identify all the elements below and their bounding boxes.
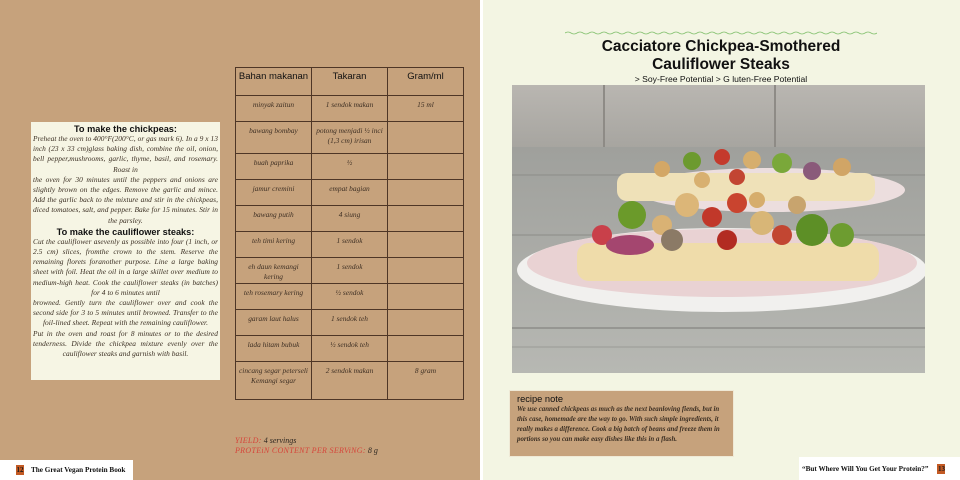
recipe-photo bbox=[512, 85, 925, 373]
right-footer bbox=[799, 457, 960, 480]
cell-measure: 1 sendok bbox=[312, 258, 388, 284]
chickpeas-heading: To make the chickpeas: bbox=[74, 124, 177, 134]
page-number-left: 12 bbox=[16, 466, 24, 474]
cell-ingredient: minyak zaitun bbox=[236, 96, 312, 122]
left-footer bbox=[0, 460, 133, 480]
cauliflower-text-3: Put in the oven and roast for 8 minutes or to the desired tenderness. Divide the chickpea mixture evenly over the cauliflower steaks and garnish with basil. bbox=[33, 328, 218, 359]
recipe-title-line-1: Cacciatore Chickpea-Smothered bbox=[601, 38, 841, 55]
cell-ingredient: buah paprika bbox=[236, 154, 312, 180]
cell-measure: 1 sendok makan bbox=[312, 96, 388, 122]
cell-gram bbox=[388, 336, 464, 362]
table-row bbox=[236, 336, 464, 362]
table-header-row bbox=[236, 68, 464, 96]
yield-value: 4 servings bbox=[261, 436, 297, 445]
header-measure: Takaran bbox=[312, 68, 388, 96]
table-row bbox=[236, 180, 464, 206]
book-title: The Great Vegan Protein Book bbox=[31, 466, 126, 474]
ingredients-table bbox=[235, 67, 464, 400]
recipe-subtitle: > Soy-Free Potential > G luten-Free Potential bbox=[634, 74, 808, 84]
page-number-right: 13 bbox=[937, 464, 945, 473]
cell-gram bbox=[388, 232, 464, 258]
chapter-title: “But Where Will You Get Your Protein?” bbox=[802, 464, 929, 473]
protein-label: PROTEiN CONTENT PER SERViNG: bbox=[235, 446, 366, 455]
recipe-note-heading: recipe note bbox=[517, 394, 563, 404]
cell-measure: ½ sendok teh bbox=[312, 336, 388, 362]
recipe-note-text: We use canned chickpeas as much as the next beanloving fiends, but in this case, homemade are the way to go. With such simple ingredients, it really makes a difference. Cook a big batch of beans and freeze them in portions so you can make easy dishes like this in a flash. bbox=[517, 406, 720, 443]
cauliflower-text-1: Cut the cauliflower asevenly as possible into four (1 inch, or 2.5 cm) slices, fromthe crown to the stem. Reserve the remaining florets foranother purpose. Line a large baking sheet with foil. Heat the oil in a large skillet over medium to medium-high heat. Cook the cauliflower steaks (in batches) for 4 to 6 minutes until bbox=[33, 236, 218, 297]
cell-measure: empat bagian bbox=[312, 180, 388, 206]
cell-gram bbox=[388, 284, 464, 310]
cell-measure: ½ sendok bbox=[312, 284, 388, 310]
method-box bbox=[31, 122, 220, 380]
header-ingredient: Bahan makanan bbox=[236, 68, 312, 96]
food-photo-illustration bbox=[512, 85, 925, 373]
yield-line bbox=[235, 436, 378, 446]
table-row bbox=[236, 258, 464, 284]
chickpeas-text-1: Preheat the oven to 400°F(200°C, or gas mark 6). In a 9 x 13 inch (23 x 33 cm)glass baking dish, combine the oil, onion, bell pepper,mushrooms, garlic, thyme, basil, and rosemary. Roast in bbox=[33, 134, 218, 174]
cell-ingredient: bawang bombay bbox=[236, 122, 312, 154]
cell-gram bbox=[388, 310, 464, 336]
chickpeas-text-2: the oven for 30 minutes until the peppers and onions are slightly brown on the edges. Remove the garlic and mince. Add the garlic back to the mixture and stir in the chickpeas, diced tomatoes, salt, and pepper. Bake for 15 minutes. Stir in the parsley. bbox=[33, 174, 218, 225]
cell-ingredient: cincang segar peterseli Kemangi segar bbox=[236, 362, 312, 400]
table-row bbox=[236, 310, 464, 336]
cell-ingredient: eh daun kemangi kering bbox=[236, 258, 312, 284]
protein-value: 8 g bbox=[365, 446, 378, 455]
cell-gram bbox=[388, 258, 464, 284]
recipe-title-line-2: Cauliflower Steaks bbox=[652, 56, 790, 73]
cell-measure: ½ bbox=[312, 154, 388, 180]
cell-measure: potong menjadi ½ inci (1,3 cm) irisan bbox=[312, 122, 388, 154]
table-row bbox=[236, 362, 464, 400]
cell-ingredient: teh rosemary kering bbox=[236, 284, 312, 310]
cell-ingredient: garam laut halus bbox=[236, 310, 312, 336]
table-row bbox=[236, 206, 464, 232]
protein-line bbox=[235, 446, 378, 456]
cell-measure: 4 siung bbox=[312, 206, 388, 232]
cell-ingredient: teh timi kering bbox=[236, 232, 312, 258]
cell-gram bbox=[388, 206, 464, 232]
cell-gram bbox=[388, 122, 464, 154]
header-gram: Gram/ml bbox=[388, 68, 464, 96]
yield-block bbox=[235, 436, 378, 456]
yield-label: YIELD: bbox=[235, 436, 262, 445]
cell-ingredient: jamur cremini bbox=[236, 180, 312, 206]
table-row bbox=[236, 284, 464, 310]
table-row bbox=[236, 232, 464, 258]
cell-gram bbox=[388, 154, 464, 180]
wavy-divider-top bbox=[565, 31, 877, 35]
cell-ingredient: lada hitam bubuk bbox=[236, 336, 312, 362]
cauliflower-text-2: browned. Gently turn the cauliflower over and cook the second side for 3 to 5 minutes until browned. Transfer to the foil-lined sheet. Repeat with the remaining cauliflower. bbox=[33, 298, 218, 328]
cell-gram: 8 gram bbox=[388, 362, 464, 400]
cell-gram bbox=[388, 180, 464, 206]
recipe-note bbox=[509, 390, 734, 457]
cell-measure: 1 sendok bbox=[312, 232, 388, 258]
cell-gram: 15 ml bbox=[388, 96, 464, 122]
table-row bbox=[236, 96, 464, 122]
table-row bbox=[236, 122, 464, 154]
cell-measure: 2 sendok makan bbox=[312, 362, 388, 400]
table-row bbox=[236, 154, 464, 180]
cell-ingredient: bawang putih bbox=[236, 206, 312, 232]
cell-measure: 1 sendok teh bbox=[312, 310, 388, 336]
cauliflower-heading: To make the cauliflower steaks: bbox=[56, 226, 195, 237]
